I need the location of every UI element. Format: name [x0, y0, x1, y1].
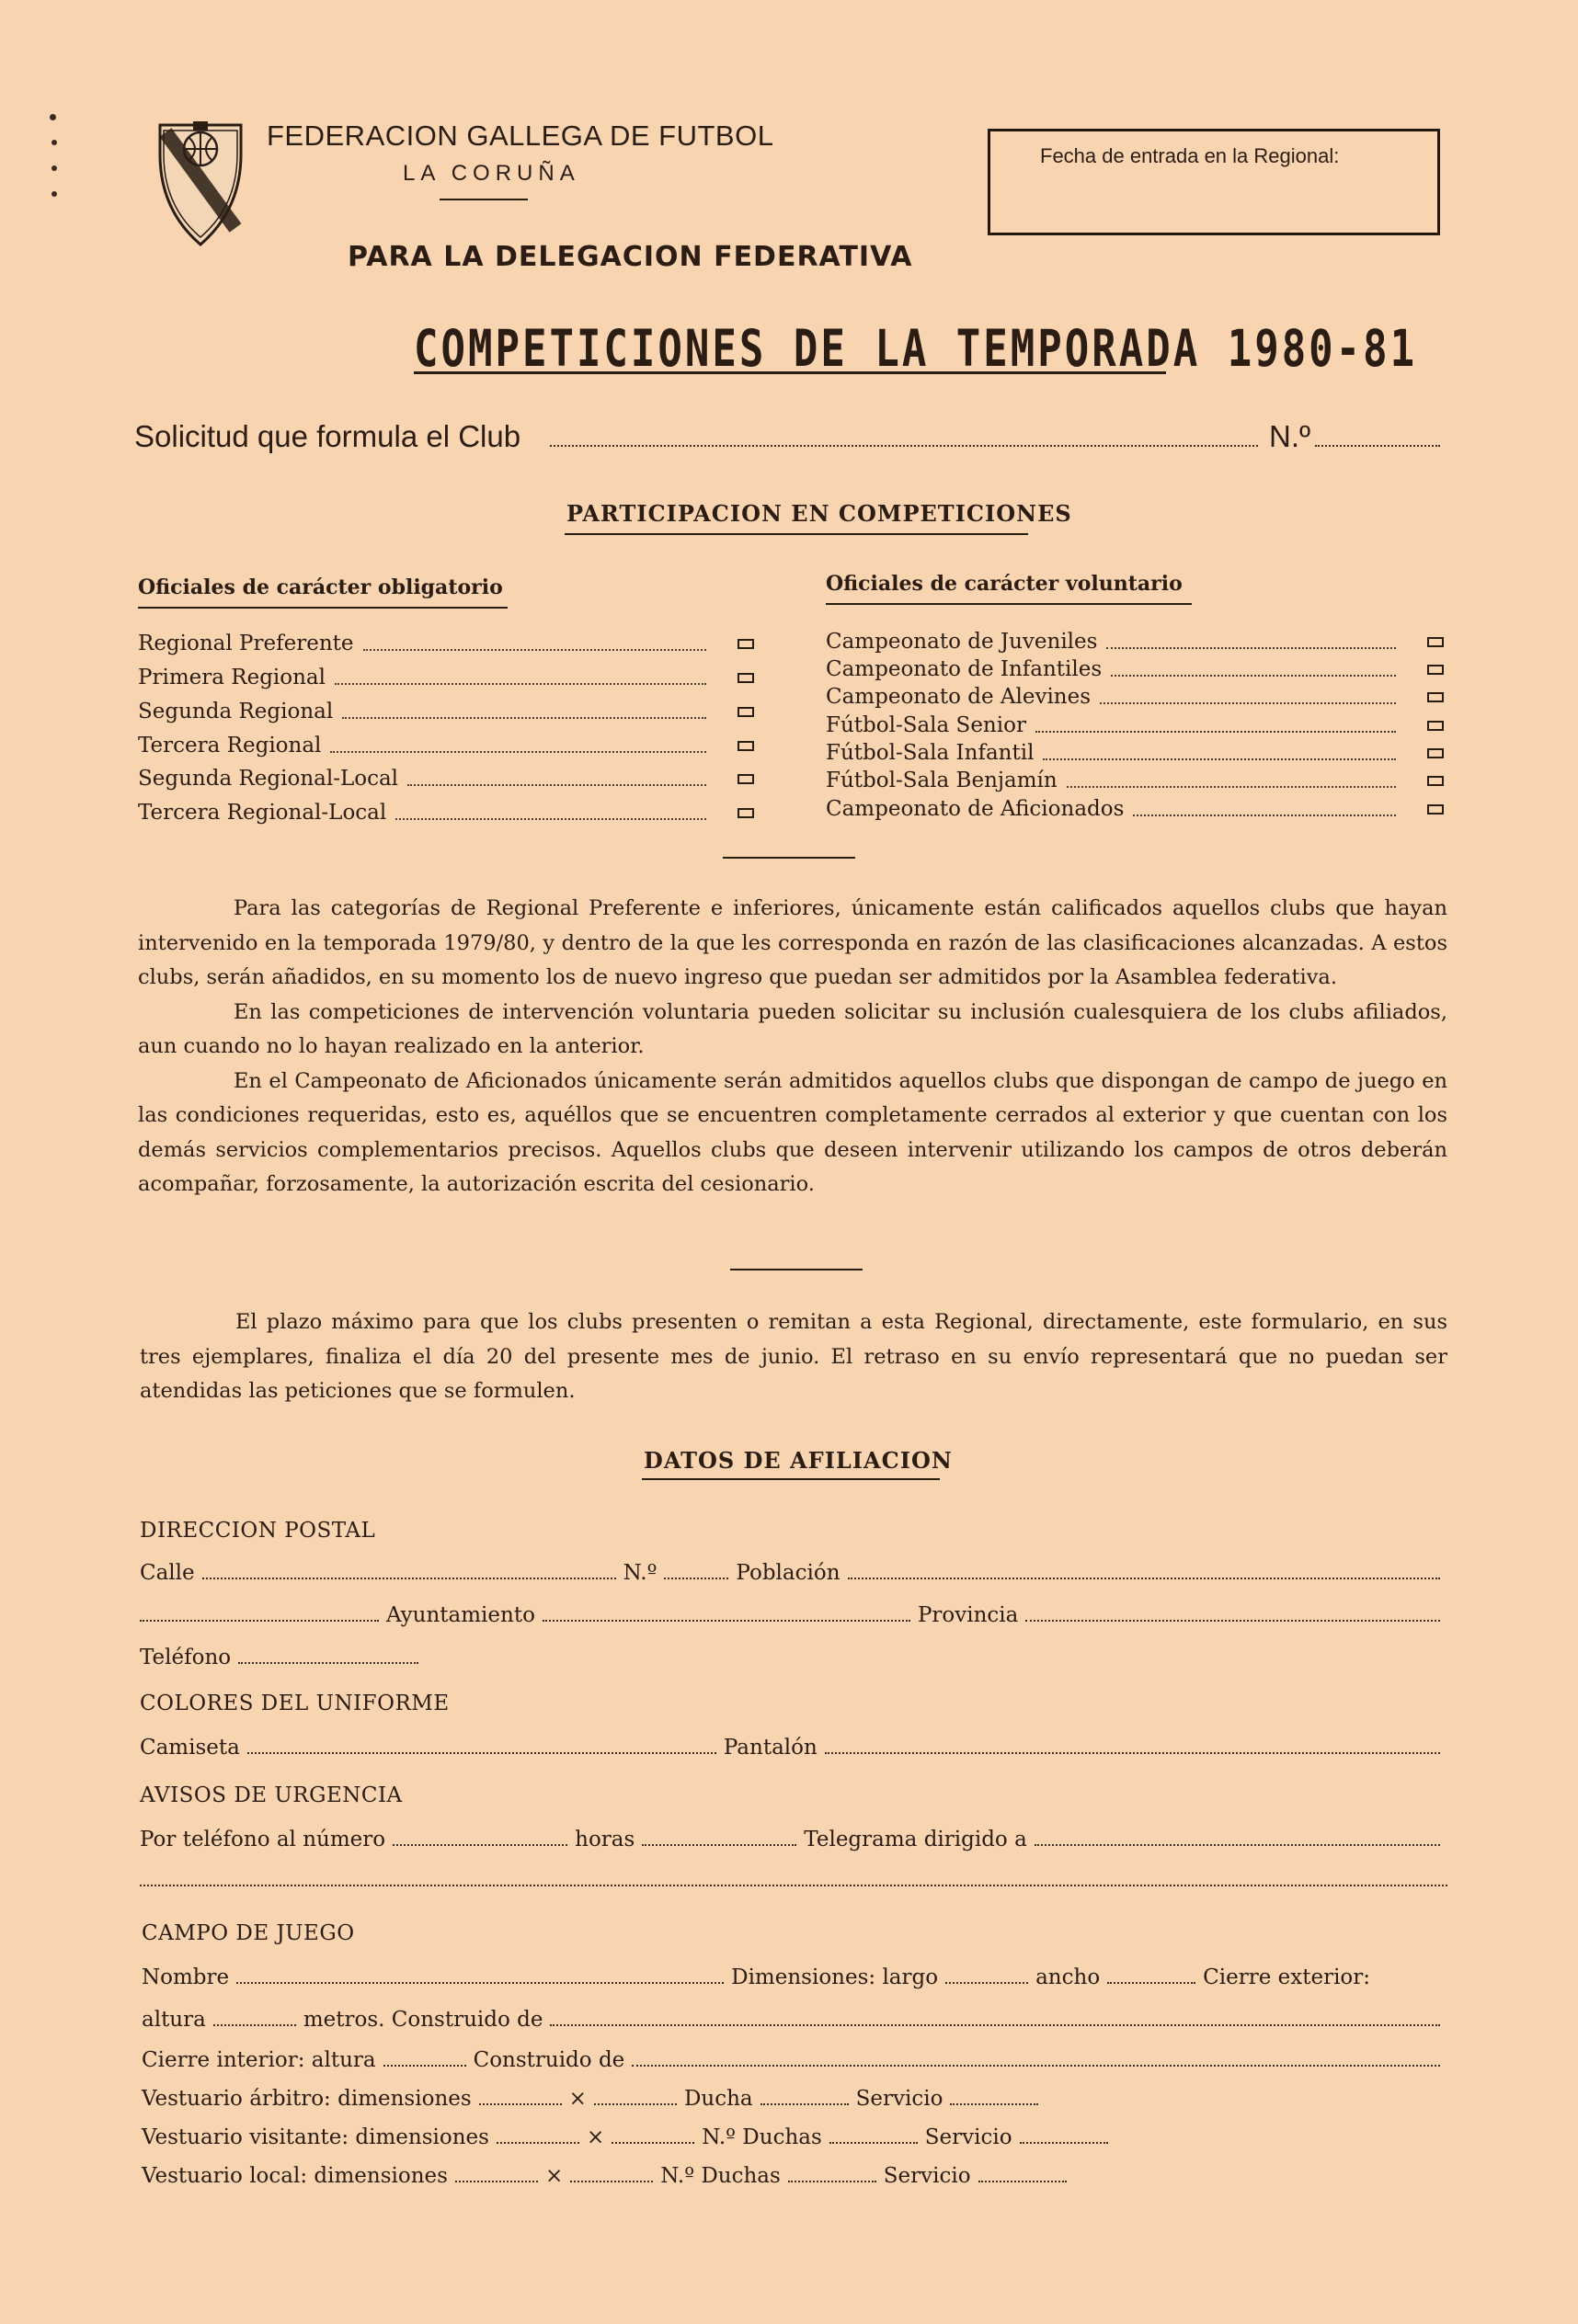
pantalon-field[interactable]	[825, 1747, 1440, 1754]
paragraph-aficionados: En el Campeonato de Aficionados únicamente serán admitidos aquellos clubs que dispongan de campo de juego en las condiciones requeridas, esto es, aquéllos que se encuentren completamente cerrados al exterior y que cuentan con los demás servicios complementarios precisos. Aquellos clubs que deseen intervenir utilizando los campos de otros deberán acompañar, forzosamente, la autorización escrita del cesionario.	[138, 1068, 1447, 1196]
entry-date-box[interactable]	[988, 129, 1440, 235]
avisos-row: Por teléfono al número horas Telegrama dirigido a	[140, 1824, 1447, 1851]
paragraph-plazo: El plazo máximo para que los clubs presenten o remitan a esta Regional, directamente, este formulario, en sus tres ejemplares, finaliza el día 20 del presente mes de junio. El retraso en su envío representará que no puedan ser atendidas las peticiones que se formulen.	[140, 1310, 1447, 1403]
local-dim-1-field[interactable]	[455, 2175, 538, 2182]
list-item[interactable]: Primera Regional	[138, 661, 754, 694]
telegrama-continuation-field[interactable]	[140, 1885, 1447, 1886]
checkbox[interactable]	[1427, 692, 1444, 702]
checkbox[interactable]	[1427, 804, 1444, 815]
ayuntamiento-field[interactable]	[543, 1614, 910, 1622]
campo-row-3: Cierre interior: altura Construido de	[142, 2045, 1447, 2072]
list-item[interactable]: Fútbol-Sala Senior	[826, 709, 1444, 742]
list-item[interactable]: Fútbol-Sala Benjamín	[826, 764, 1444, 797]
colores-heading: COLORES DEL UNIFORME	[140, 1692, 450, 1715]
federation-name: FEDERACION GALLEGA DE FUTBOL	[267, 120, 774, 152]
list-item[interactable]: Tercera Regional	[138, 729, 754, 762]
arbitro-ducha-field[interactable]	[760, 2098, 849, 2105]
poblacion-field[interactable]	[848, 1572, 1440, 1579]
campo-row-1: Nombre Dimensiones: largo ancho Cierre exterior:	[142, 1965, 1371, 1989]
local-duchas-field[interactable]	[788, 2175, 876, 2182]
federation-city: LA CORUÑA	[403, 161, 580, 186]
list-item[interactable]: Campeonato de Alevines	[826, 680, 1444, 713]
vestuario-arbitro-row: Vestuario árbitro: dimensiones × Ducha Servicio	[142, 2083, 1447, 2111]
checkbox[interactable]	[738, 673, 754, 683]
provincia-field[interactable]	[1025, 1614, 1440, 1622]
colores-row: Camiseta Pantalón	[140, 1732, 1447, 1760]
address-row-2: Ayuntamiento Provincia	[140, 1600, 1447, 1627]
club-number-label: N.º	[1269, 419, 1311, 453]
afiliacion-underline	[642, 1478, 940, 1480]
telefono-row: Teléfono	[140, 1642, 508, 1669]
voluntario-underline	[826, 603, 1192, 605]
federation-shield-logo	[156, 118, 245, 248]
checkbox[interactable]	[1427, 721, 1444, 731]
visitante-dim-2-field[interactable]	[612, 2136, 694, 2144]
participacion-title: PARTICIPACION EN COMPETICIONES	[566, 500, 1072, 527]
rules-text	[138, 892, 1447, 1202]
campo-row-2: altura metros. Construido de	[142, 2004, 1447, 2032]
obligatorio-underline	[138, 607, 508, 609]
checkbox[interactable]	[738, 707, 754, 717]
voluntario-title: Oficiales de carácter voluntario	[826, 572, 1183, 596]
visitante-servicio-field[interactable]	[1020, 2136, 1108, 2144]
checkbox[interactable]	[1427, 748, 1444, 758]
numero-field[interactable]	[664, 1572, 728, 1579]
list-item[interactable]: Tercera Regional-Local	[138, 796, 754, 829]
entry-date-label: Fecha de entrada en la Regional:	[1040, 144, 1340, 167]
arbitro-dim-2-field[interactable]	[594, 2098, 677, 2105]
paragraph-voluntarias: En las competiciones de intervención voluntaria pueden solicitar su inclusión cualesquiera de los clubs afiliados, aun cuando no lo hayan realizado en la anterior.	[138, 999, 1447, 1058]
list-item[interactable]: Segunda Regional-Local	[138, 762, 754, 795]
telefono-field[interactable]	[238, 1657, 418, 1664]
deadline-text	[140, 1305, 1447, 1409]
checkbox[interactable]	[738, 774, 754, 784]
vestuario-visitante-row: Vestuario visitante: dimensiones × N.º Duchas Servicio	[142, 2122, 1447, 2149]
paragraph-categorias: Para las categorías de Regional Preferente e inferiores, únicamente están calificados aquellos clubs que hayan intervenido en la temporada 1979/80, y dentro de la que les corresponda en razón de las clasificaciones alcanzadas. A estos clubs, serán añadidos, en su momento los de nuevo ingreso que puedan ser admitidos por la Asamblea federativa.	[138, 896, 1447, 989]
list-item[interactable]: Campeonato de Juveniles	[826, 625, 1444, 658]
camiseta-field[interactable]	[247, 1747, 716, 1754]
list-item[interactable]: Segunda Regional	[138, 695, 754, 728]
delegacion-heading: PARA LA DELEGACION FEDERATIVA	[348, 241, 913, 273]
checkbox[interactable]	[738, 808, 754, 818]
club-name-field[interactable]	[550, 445, 1258, 447]
construido-exterior-field[interactable]	[550, 2019, 1440, 2026]
list-item[interactable]: Regional Preferente	[138, 627, 754, 660]
arbitro-dim-1-field[interactable]	[479, 2098, 562, 2105]
urgencia-telefono-field[interactable]	[393, 1839, 567, 1846]
obligatorio-title: Oficiales de carácter obligatorio	[138, 575, 503, 599]
divider	[723, 857, 855, 859]
altura-interior-field[interactable]	[383, 2059, 466, 2067]
checkbox[interactable]	[1427, 665, 1444, 675]
solicitud-label: Solicitud que formula el Club	[134, 419, 521, 453]
binder-hole	[51, 191, 57, 197]
binder-hole	[50, 114, 56, 120]
vestuario-local-row: Vestuario local: dimensiones × N.º Duchas Servicio	[142, 2160, 1447, 2188]
title-underline	[414, 371, 1166, 374]
local-servicio-field[interactable]	[978, 2175, 1067, 2182]
list-item[interactable]: Fútbol-Sala Infantil	[826, 736, 1444, 769]
divider	[730, 1269, 863, 1270]
checkbox[interactable]	[738, 639, 754, 649]
calle-field[interactable]	[202, 1572, 616, 1579]
afiliacion-title: DATOS DE AFILIACION	[644, 1447, 953, 1474]
page-title: COMPETICIONES DE LA TEMPORADA 1980-81	[414, 320, 1418, 379]
horas-field[interactable]	[642, 1839, 796, 1846]
city-underline	[440, 199, 528, 200]
telegrama-field[interactable]	[1035, 1839, 1440, 1846]
visitante-duchas-field[interactable]	[829, 2136, 918, 2144]
visitante-dim-1-field[interactable]	[497, 2136, 579, 2144]
binder-hole	[51, 165, 57, 171]
checkbox[interactable]	[738, 741, 754, 751]
direccion-heading: DIRECCION POSTAL	[140, 1519, 376, 1543]
altura-exterior-field[interactable]	[213, 2019, 296, 2026]
local-dim-2-field[interactable]	[570, 2175, 653, 2182]
participacion-underline	[565, 533, 1028, 535]
campo-heading: CAMPO DE JUEGO	[142, 1921, 355, 1945]
address-prefix-field[interactable]	[140, 1614, 379, 1622]
campo-nombre-field[interactable]	[236, 1977, 724, 1984]
binder-hole	[51, 140, 57, 145]
checkbox[interactable]	[1427, 637, 1444, 647]
checkbox[interactable]	[1427, 776, 1444, 786]
arbitro-servicio-field[interactable]	[950, 2098, 1038, 2105]
avisos-heading: AVISOS DE URGENCIA	[140, 1783, 403, 1807]
largo-field[interactable]	[945, 1977, 1028, 1984]
list-item[interactable]: Campeonato de Infantiles	[826, 653, 1444, 686]
address-row-1: Calle N.º Población	[140, 1557, 1447, 1585]
ancho-field[interactable]	[1107, 1977, 1195, 1984]
club-number-field[interactable]	[1315, 445, 1440, 447]
list-item[interactable]: Campeonato de Aficionados	[826, 792, 1444, 826]
construido-interior-field[interactable]	[632, 2059, 1440, 2067]
